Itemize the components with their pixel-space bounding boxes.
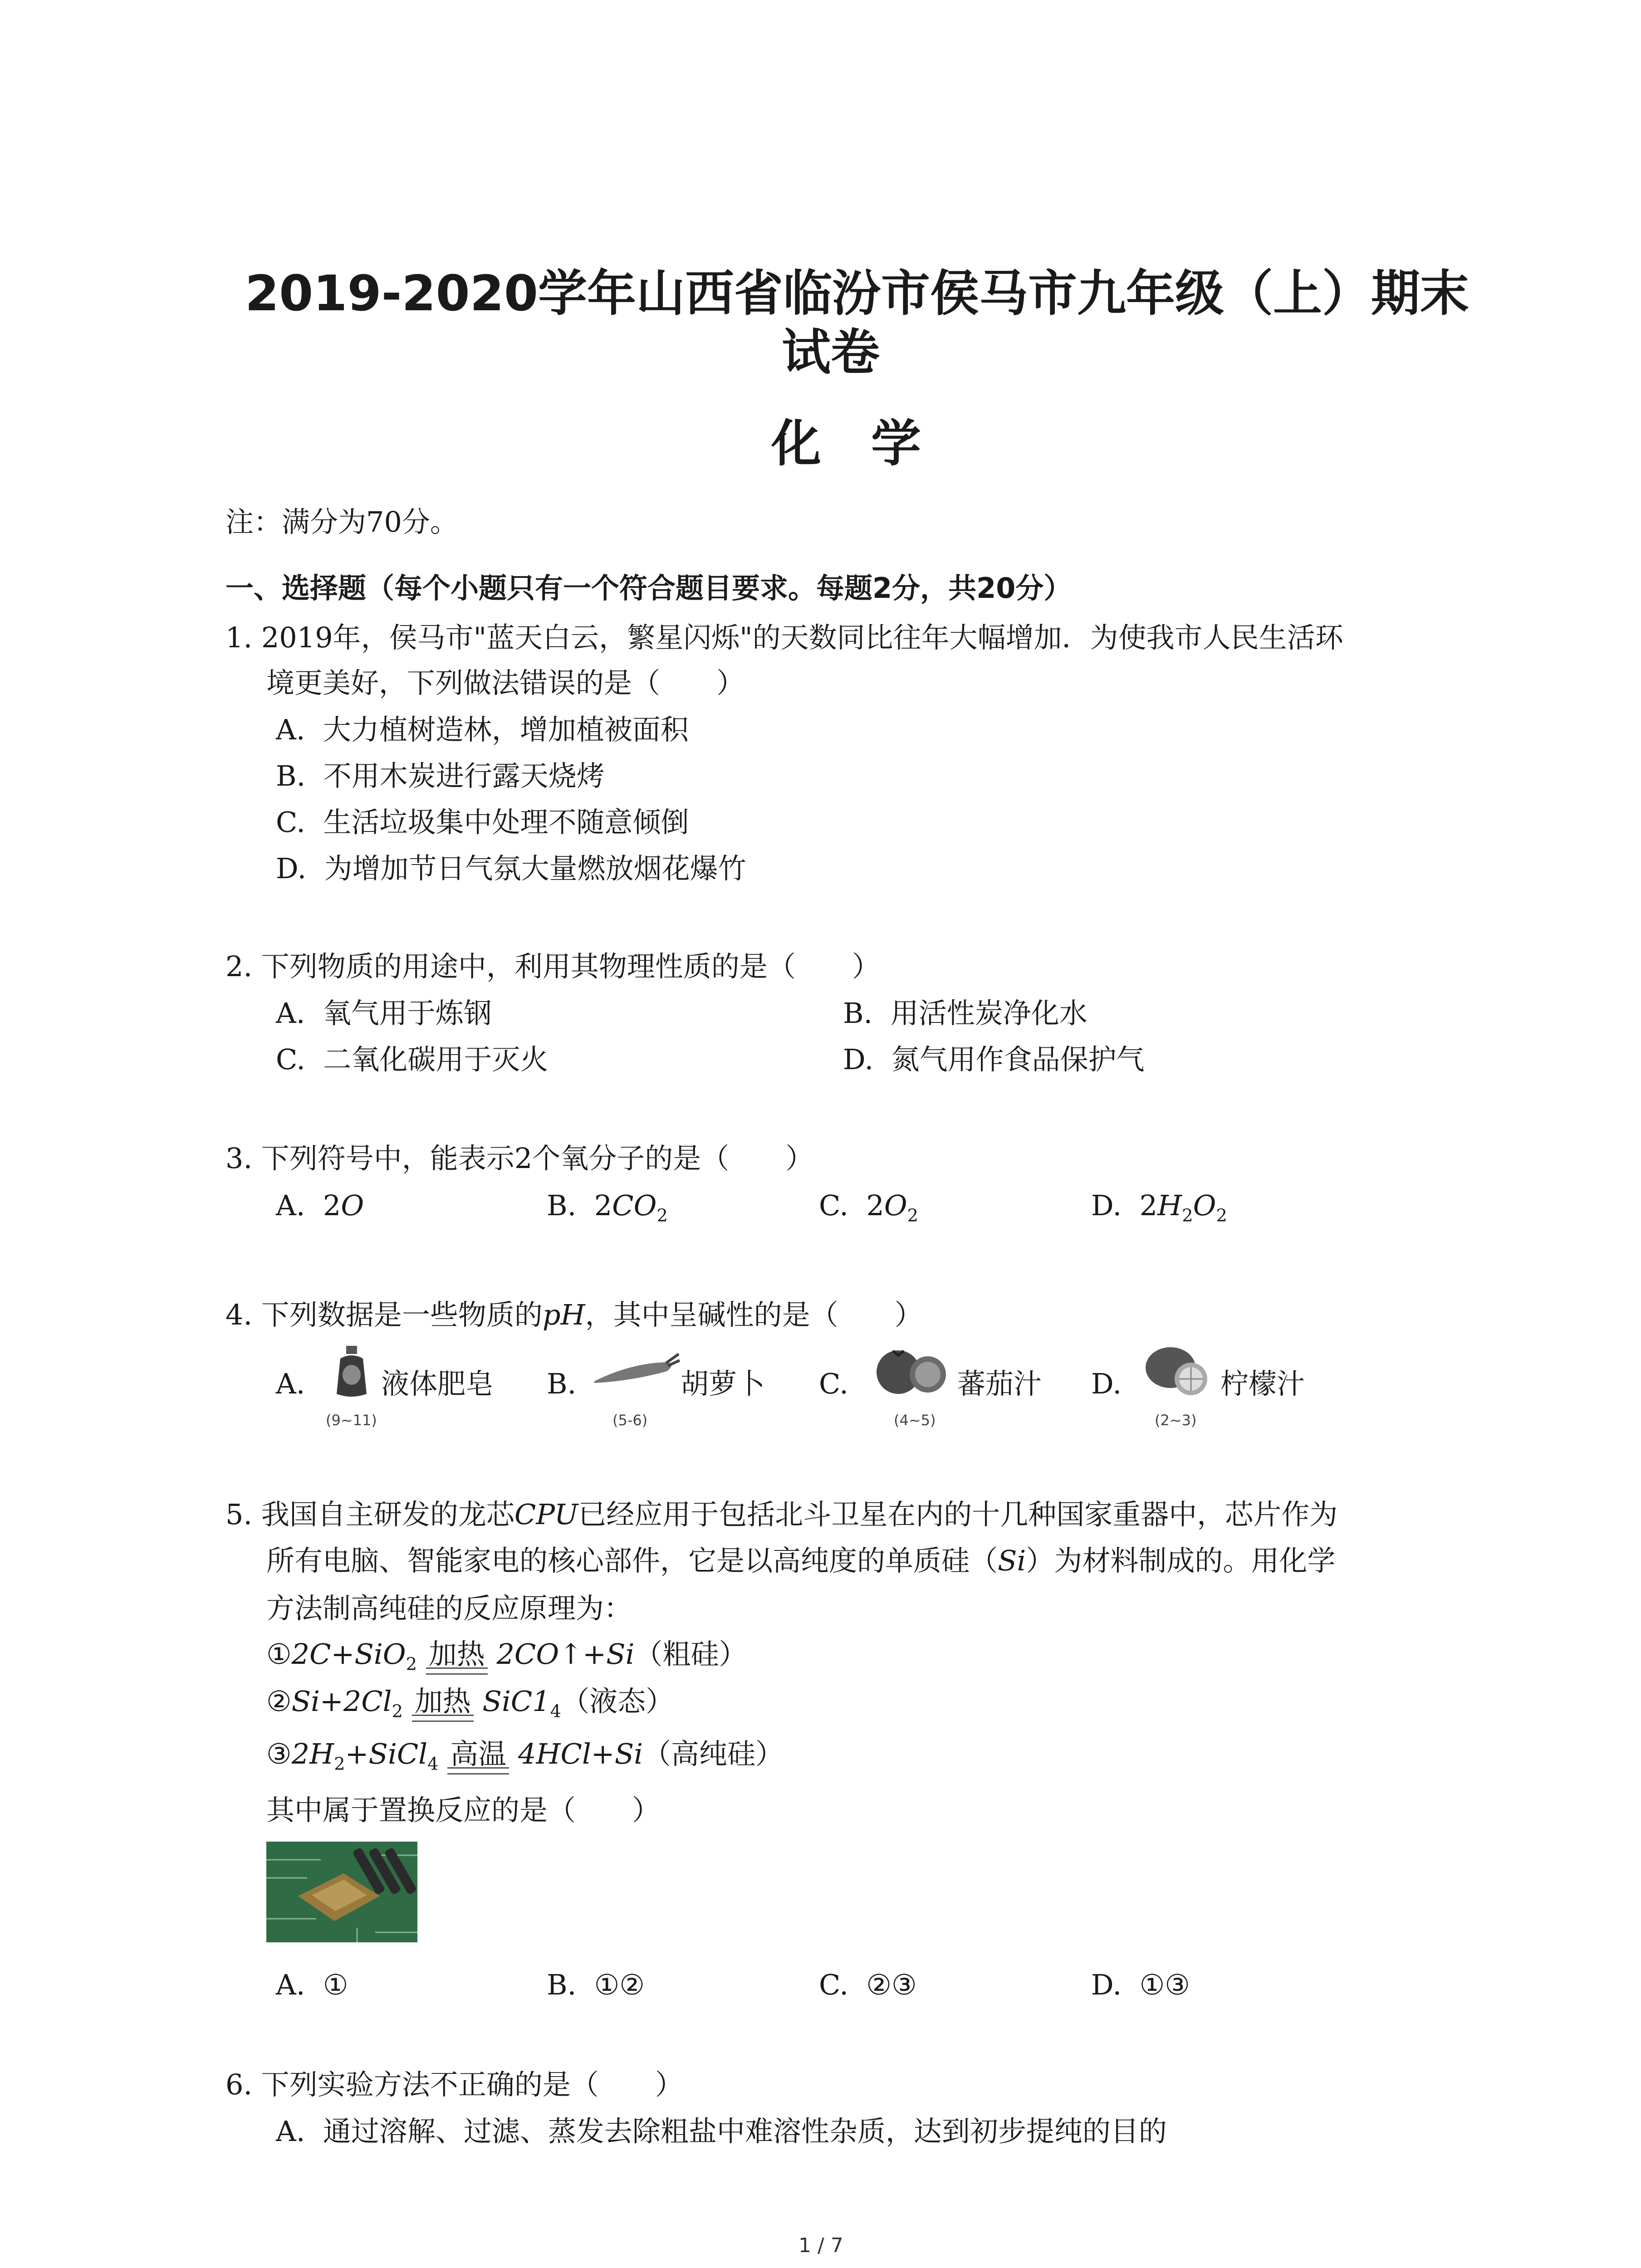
q5-stem-line3: 方法制高纯硅的反应原理为： bbox=[266, 1592, 632, 1625]
q1-option-b: B. 不用木炭进行露天烧烤 bbox=[276, 759, 605, 792]
q4-option-d-ph: (2~3) bbox=[1155, 1412, 1197, 1429]
q4-option-c-text: 蕃茄汁 bbox=[957, 1367, 1042, 1400]
reaction-condition: 加热 bbox=[412, 1687, 474, 1716]
q4-option-d-label: D. bbox=[1091, 1367, 1122, 1400]
q3-option-d: D. $2H_2O_2$ bbox=[1091, 1189, 1227, 1226]
q4-option-a-label: A. bbox=[276, 1367, 305, 1400]
q5-option-c: C. ②③ bbox=[819, 1968, 917, 2001]
q6-option-a: A. 通过溶解、过滤、蒸发去除粗盐中难溶性杂质，达到初步提纯的目的 bbox=[276, 2115, 1167, 2148]
reaction-2: $②Si+2Cl_2$ 加热 $SiC1_4$（液态） bbox=[266, 1685, 674, 1722]
q4-option-b-label: B. bbox=[547, 1367, 577, 1400]
q5-stem-line2: 所有电脑、智能家电的核心部件，它是以高纯度的单质硅（Si）为材料制成的。用化学 bbox=[266, 1544, 1336, 1577]
q3-option-b: B. $2CO_2$ bbox=[547, 1189, 668, 1226]
exam-title-line1: 2019-2020学年山西省临汾市侯马市九年级（上）期末 bbox=[245, 265, 1469, 322]
q4-option-c-label: C. bbox=[819, 1367, 848, 1400]
reaction-3: $③2H_2+SiCl_4$ 高温 4HCl+Si（高纯硅） bbox=[266, 1737, 784, 1774]
lemon-icon bbox=[1139, 1343, 1216, 1397]
q4-option-d-text: 柠檬汁 bbox=[1220, 1367, 1305, 1400]
q1-option-a: A. 大力植树造林，增加植被面积 bbox=[276, 713, 689, 746]
q4-stem: 4. 下列数据是一些物质的pH，其中呈碱性的是（ ） bbox=[225, 1298, 923, 1331]
tomato-icon bbox=[871, 1343, 953, 1397]
exam-title-line2: 试卷 bbox=[782, 324, 880, 381]
q4-option-b-ph: (5-6) bbox=[612, 1412, 648, 1429]
score-note: 注：满分为70分。 bbox=[225, 505, 458, 538]
q3-option-a: A. 2O bbox=[276, 1189, 364, 1222]
q6-stem: 6. 下列实验方法不正确的是（ ） bbox=[225, 2068, 683, 2101]
soap-bottle-icon bbox=[327, 1343, 377, 1402]
q5-stem-line1: 5. 我国自主研发的龙芯CPU已经应用于包括北斗卫星在内的十几种国家重器中，芯片作为 bbox=[225, 1498, 1338, 1531]
q4-option-a-text: 液体肥皂 bbox=[381, 1367, 494, 1400]
q5-question: 其中属于置换反应的是（ ） bbox=[266, 1794, 661, 1827]
q3-stem: 3. 下列符号中，能表示2个氧分子的是（ ） bbox=[225, 1142, 814, 1175]
q4-option-b-text: 胡萝卜 bbox=[681, 1367, 765, 1400]
q5-option-a: A. ① bbox=[276, 1968, 348, 2001]
section-heading: 一、选择题（每个小题只有一个符合题目要求。每题2分，共20分） bbox=[225, 572, 1072, 605]
cpu-chip-image bbox=[266, 1842, 417, 1942]
carrot-icon bbox=[590, 1349, 681, 1395]
page-number: 1 / 7 bbox=[798, 2234, 843, 2257]
q1-option-c: C. 生活垃圾集中处理不随意倾倒 bbox=[276, 806, 689, 839]
q1-stem-line2: 境更美好，下列做法错误的是（ ） bbox=[266, 666, 745, 699]
q5-option-d: D. ①③ bbox=[1091, 1968, 1190, 2001]
q2-option-d: D. 氮气用作食品保护气 bbox=[843, 1043, 1145, 1076]
q3-option-c: C. $2O_2$ bbox=[819, 1189, 919, 1226]
q1-stem-line1: 1. 2019年，侯马市"蓝天白云，繁星闪烁"的天数同比往年大幅增加．为使我市人民生活环 bbox=[225, 621, 1343, 654]
q2-option-b: B. 用活性炭净化水 bbox=[843, 997, 1087, 1030]
reaction-condition: 高温 bbox=[447, 1740, 509, 1768]
q2-option-a: A. 氧气用于炼钢 bbox=[276, 997, 492, 1030]
q5-option-b: B. ①② bbox=[547, 1968, 645, 2001]
reaction-1: ①2C+SiO$_2$ 加热 2CO↑+Si（粗硅） bbox=[266, 1637, 747, 1675]
q4-option-c-ph: (4~5) bbox=[894, 1412, 936, 1429]
reaction-condition: 加热 bbox=[426, 1640, 488, 1668]
q4-option-a-ph: (9~11) bbox=[326, 1412, 377, 1429]
q1-option-d: D. 为增加节日气氛大量燃放烟花爆竹 bbox=[276, 852, 746, 885]
q2-option-c: C. 二氧化碳用于灭火 bbox=[276, 1043, 549, 1076]
exam-subject: 化学 bbox=[771, 415, 971, 473]
q2-stem: 2. 下列物质的用途中，利用其物理性质的是（ ） bbox=[225, 950, 880, 983]
